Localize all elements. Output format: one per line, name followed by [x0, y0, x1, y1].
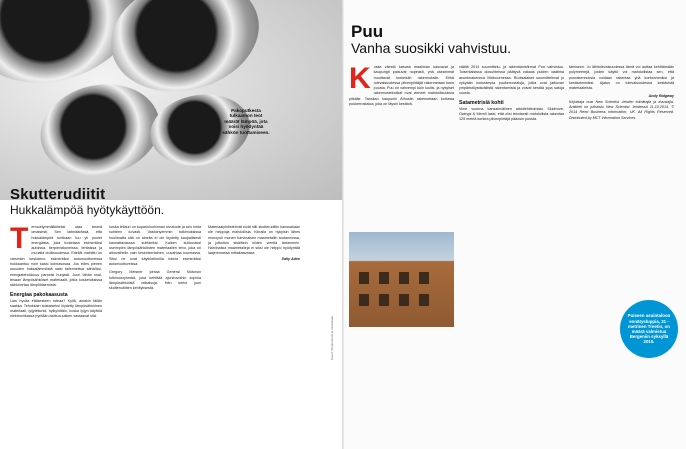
building-window	[379, 294, 389, 306]
right-page	[343, 0, 686, 449]
body-text: Materiaalyhdistelmät eivät silti skutterudiitin kanssakaan ole helppoja mahdollisia. Kiinalla on nykyisin lähes monopoli monen harvinaisen maametallin tuotannossa, ja jotkutkin sisäiltein niiden vientiä tarkemmin. Harvinaisia maametalleja ei siksi ole helppo hyödyntää laajemmassa mittakaavassa.	[208, 225, 300, 256]
body-text: oska väestö kasvaa maailman kasvavat ja kaupungit paisuvat nopeasti, yhä useammat muuttavat korkeisiin rakennuksiin. Ehkä tulevaisuudessa pilvenpiirtäjät rakennetaan tosin puusta. Puu on vahvempi kuin luulisi, ja nykyiset rakennustekniikat ovat vieneet mahdollisuuksia pitkälle. Tanskan kaupunki Arhusiin rakennetaan korkeaa puukerrostaloa, joka on täysin kestävä.	[349, 65, 454, 107]
left-article-columns	[10, 222, 300, 320]
exhaust-pipes-photo	[0, 0, 343, 200]
article-column	[10, 222, 102, 320]
article-column	[109, 225, 201, 320]
author-signature: Andy Ridgway	[648, 94, 674, 99]
article-column	[569, 65, 674, 123]
building-window	[399, 294, 409, 306]
building-window	[359, 294, 369, 306]
section-heading: Satametrisiä kohti	[459, 99, 504, 106]
page-gutter	[342, 0, 344, 449]
article-title: Puu	[351, 22, 384, 41]
dropcap: T	[10, 222, 29, 255]
author-signature: Sally Adee	[281, 256, 300, 261]
article-column	[208, 225, 300, 320]
article-subtitle: Vanha suosikki vahvistuu.	[351, 40, 512, 56]
article-title: Skutterudiitit	[10, 186, 106, 203]
section-heading: Energiaa pakokaasusta	[10, 291, 68, 298]
body-text: ermoelymmälkiikeksi otaa ämmä omaisesti. Sen laitmäärässä, että hukkalämpöä tuntkaan tuu yli puolet energiasta, joka tuotetaan esimerkiksi autoissa, tierpienakoneissa, tehtaissa ja muualla teollisuudessa. Edelläi mainittu on varsinkin keskiarvo; esimerkiksi automoottoreissa hukkaantuu noin kaksi kolmasosaa. Jos edes pienen osuuden hukkalämmöstä saisi tallennettua sähköksi, energiatehokkuus paranisi huojasti. Juuri tähän osal-tesaan lämpösähköiset materiaalit, jotka kosketuksissa sähkövirtaa lämpötilaeroista.	[10, 225, 102, 288]
right-article-columns	[349, 62, 674, 123]
exhaust-pipe	[32, 74, 168, 187]
body-text: väällä 2014 suunnittelu- ja rakentamisfirmat Puu vahvistuu. Toisenlaisissa olosuhteissa päätyvä vakaus puiden vaatima asuntorakennus Melbournessa. Ruotsalaiset suunnittelevat jo nykyään korkeampia puukerrostaloja, jotka ovat jatkuvan ympäristöystävällistä rakentamista ja voivat kestää jopa satoja vuosia.	[459, 65, 564, 96]
photo-credit: Kuvat: Shutterstock ja valmistajat	[330, 315, 334, 360]
article-subtitle: Hukkalämpöä hyötykäyttöön.	[10, 203, 165, 217]
wooden-building-photo	[349, 232, 454, 327]
photo-caption-badge: Puiseen asuintaloon ennätysluppia, 31 -metrinen Treetin, on määrä valmistua Bergeniin syksyllä 2015.	[620, 300, 678, 358]
body-text: tämiseen. Jo lähitulevaisuudessa tämä voi auttaa kehittämään polymeerejä, joiden käyttö voi mahdollistaa sen, että puurakennuksia voidaan rakentaa yhä korkeammiksi ja kestävämmiksi. Ajatus on tulevaisuudessa kestävistä materiaaleista.	[569, 65, 674, 91]
author-note: Kirjoittaja ovat New Scientist -lehden toimittajia ja avustajia. Artikkeli on julkaistu New Scientist -lehdessä 11.10.2014. © 2014 Reed Business Information, UK. All Rights Reserved. Distributed by MCT Information Services.	[569, 99, 674, 120]
body-text: koska teilauri on kuparinlouhinnan sivutuote ja sen hinta suhteen kovasti. Vastoinyemmin tutkimuksissa huolimatta sitä on aineita ei ole löydetty kaupallisesti kannattavasssa sulfideiksi. Kaiken kukkuraksi useimpien lämpösähköisten materiaalien teho, joka on alkuvaiheiin vain keskinkertainen, uuvahtaa kuumassa. Siksi ne ovat käyttöelinoilla toimia esimerkiksi automoottoreissa.	[109, 225, 201, 267]
photo-caption: Pakoputkesta tulkaamon teot määrät lämpöä, jota voisi hyödyntää sähkön tuottamiseen.	[222, 108, 270, 135]
body-text: Vime vuonna kansainvälinen arkkitehtitoimisto Skidmore, Owings & Merrill laski, että olisi teknisesti mahdollista rakentaa 125 metriä korkea pilvenpiirtäjä pääosin puusta.	[459, 106, 564, 122]
article-column	[459, 65, 564, 123]
building-window	[399, 272, 409, 284]
building-window	[359, 272, 369, 284]
dropcap: K	[349, 62, 371, 95]
body-text: Lian hyväa etäisesteen toteaa? Kyllä, ainakin tällän saakka. Tehokkain toistaiseksi löydetty lämpösähköinen materiaali, lyijytelluridi, hylkyinttäin, koska lyijyn käyttöä elektroniikassa pyritään aiottua kaiken vastaavat sitä.	[10, 298, 102, 319]
building-window	[419, 272, 429, 284]
building-window	[379, 272, 389, 284]
building-window	[419, 294, 429, 306]
body-text: Gregory Meisner johtaa General Motorsin tutkimusryhmää, joka kehittää ajoneuvoihin sopivia lämpösähköisiä ratkaisuja. Hän kertoi juuri skutterudiitien kehityksestä.	[109, 270, 201, 291]
article-column	[349, 62, 454, 123]
